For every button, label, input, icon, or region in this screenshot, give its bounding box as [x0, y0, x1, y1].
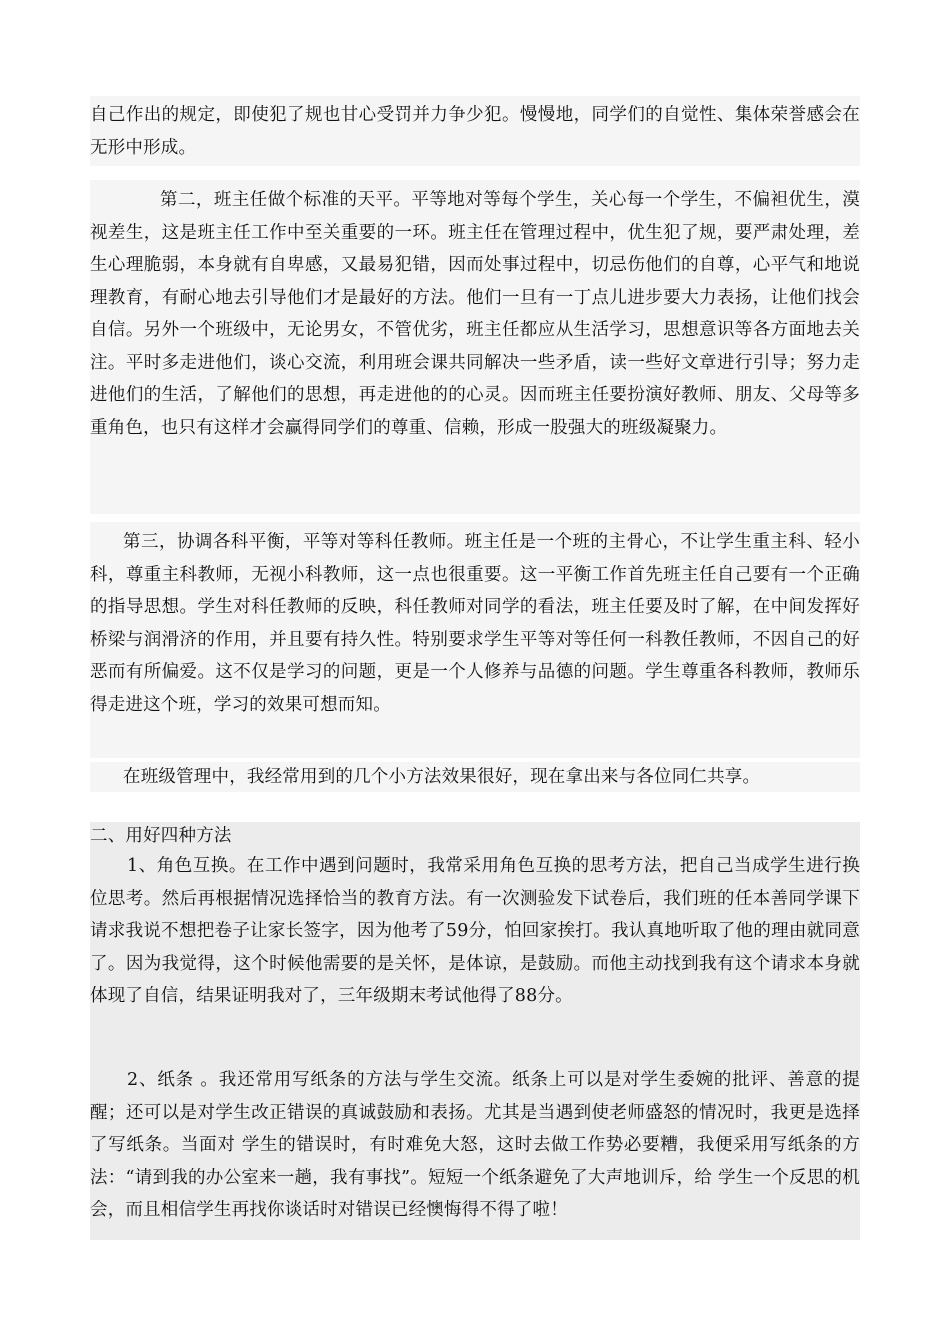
section-heading: 二、用好四种方法 [90, 826, 232, 846]
paragraph-methods-intro: 在班级管理中，我经常用到的几个小方法效果很好，现在拿出来与各位同仁共享。 [123, 767, 761, 787]
section-block-four-methods [90, 822, 860, 1058]
paragraph-block-third-point [90, 522, 860, 758]
paragraph-block-methods-intro [90, 762, 860, 792]
paragraph-second-point: 第二，班主任做个标准的天平。平等地对等每个学生，关心每一个学生，不偏袒优生，漠视差生，这是班主任工作中至关重要的一环。班主任在管理过程中，优生犯了规，要严肃处理，差生心理脆弱，本身就有自卑感，又最易犯错，因而处事过程中，切忌伤他们的自尊，心平气和地说理教育，有耐心地去引导他们才是最好的方法。他们一旦有一丁点儿进步要大力表扬，让他们找会自信。另外一个班级中，无论男女，不管优劣，班主任都应从生活学习，思想意识等各方面地去关注。平时多走进他们，谈心交流，利用班会课共同解决一些矛盾，读一些好文章进行引导；努力走进他们的生活，了解他们的思想，再走进他的的心灵。因而班主任要扮演好教师、朋友、父母等多重角色，也只有这样才会赢得同学们的尊重、信赖，形成一股强大的班级凝聚力。 [90, 190, 860, 438]
paragraph-block-continuation [90, 96, 860, 166]
paragraph-continuation: 自己作出的规定，即使犯了规也甘心受罚并力争少犯。慢慢地，同学们的自觉性、集体荣誉感会在无形中形成。 [90, 105, 860, 158]
paragraph-block-method-notes [90, 1058, 860, 1240]
paragraph-third-point: 第三，协调各科平衡，平等对等科任教师。班主任是一个班的主骨心，不让学生重主科、轻小科，尊重主科教师，无视小科教师，这一点也很重要。这一平衡工作首先班主任自己要有一个正确的指导思想。学生对科任教师的反映，科任教师对同学的看法，班主任要及时了解，在中间发挥好桥梁与润滑济的作用，并且要有持久性。特别要求学生平等对等任何一科教任教师，不因自己的好恶而有所偏爱。这不仅是学习的问题，更是一个人修养与品德的问题。学生尊重各科教师，教师乐得走进这个班，学习的效果可想而知。 [90, 532, 860, 715]
paragraph-method-role-swap: 1、角色互换。在工作中遇到问题时，我常采用角色互换的思考方法，把自己当成学生进行换位思考。然后再根据情况选择恰当的教育方法。有一次测验发下试卷后，我们班的任本善同学课下请求我说不想把卷子让家长签字，因为他考了59分，怕回家挨打。我认真地听取了他的理由就同意了。因为我觉得，这个时候他需要的是关怀，是体谅，是鼓励。而他主动找到我有这个请求本身就体现了自信，结果证明我对了，三年级期末考试他得了88分。 [90, 856, 860, 1006]
paragraph-block-second-point [90, 180, 860, 514]
paragraph-method-notes: 2、纸条 。我还常用写纸条的方法与学生交流。纸条上可以是对学生委婉的批评、善意的提醒；还可以是对学生改正错误的真诚鼓励和表扬。尤其是当遇到使老师盛怒的情况时，我更是选择了写纸条。当面对 学生的错误时，有时难免大怒，这时去做工作势必要糟，我便采用写纸条的方法：“请到我的办公室来一趟，我有事找”。短短一个纸条避免了大声地训斥，给 学生一个反思的机会，而且相信学生再找你谈话时对错误已经懊悔得不得了啦！ [90, 1070, 860, 1220]
